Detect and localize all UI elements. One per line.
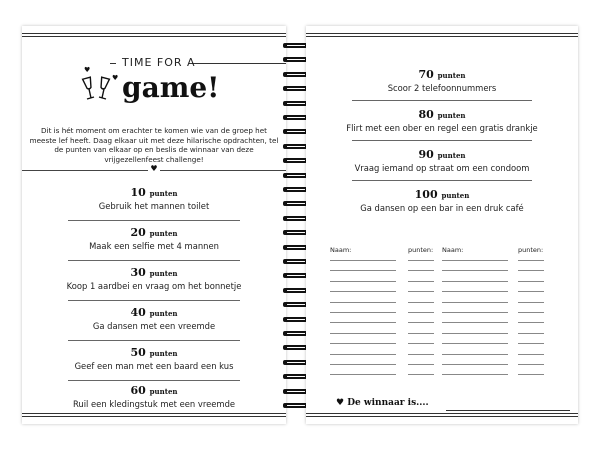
task-unit: punten: [437, 71, 466, 80]
task-unit: punten: [149, 269, 178, 278]
task-text: Vraag iemand op straat om een condoom: [354, 163, 530, 173]
score-entry-line[interactable]: [518, 302, 544, 303]
heart-divider: [22, 166, 286, 176]
score-entry-line[interactable]: [408, 374, 434, 375]
score-entry-line[interactable]: [518, 333, 544, 334]
task-unit: punten: [149, 189, 178, 198]
task-60: [22, 384, 286, 409]
intro-text: Dit is hét moment om erachter te komen wie van de groep het meeste lef heeft. Daag elkaar uit met deze hilarische opdrachten, tel de punten van elkaar op en beslis de winnaar van deze vrijgezellenfeest challenge!: [29, 126, 279, 164]
score-entry-line[interactable]: [442, 281, 508, 282]
score-entry-line[interactable]: [442, 333, 508, 334]
header-line-right: [192, 63, 286, 64]
heart-icon: ♥: [84, 66, 91, 74]
task-points: 80: [418, 108, 434, 121]
score-entry-line[interactable]: [442, 312, 508, 313]
task-text: Geef een man met een baard een kus: [74, 361, 234, 371]
task-70: [306, 68, 578, 93]
task-points: 20: [130, 226, 146, 239]
winner-line[interactable]: [446, 410, 570, 411]
header-time-for: TIME FOR A: [122, 56, 196, 69]
score-entry-line[interactable]: [442, 270, 508, 271]
task-points: 30: [130, 266, 146, 279]
task-10: [22, 186, 286, 211]
score-entry-line[interactable]: [330, 333, 396, 334]
score-entry-line[interactable]: [408, 333, 434, 334]
score-entry-line[interactable]: [442, 260, 508, 261]
score-entry-line[interactable]: [518, 354, 544, 355]
score-entry-line[interactable]: [442, 354, 508, 355]
score-entry-line[interactable]: [442, 291, 508, 292]
task-unit: punten: [437, 151, 466, 160]
heart-icon: ♥: [112, 74, 119, 82]
task-text: Gebruik het mannen toilet: [98, 201, 210, 211]
score-entry-line[interactable]: [408, 354, 434, 355]
task-text: Scoor 2 telefoonnummers: [387, 83, 497, 93]
bottom-border-line-inner: [22, 416, 286, 417]
score-entry-line[interactable]: [408, 291, 434, 292]
top-border-line: [22, 33, 286, 34]
bottom-border-line: [306, 413, 578, 414]
champagne-glasses-icon: [80, 74, 114, 104]
heart-icon: ♥: [148, 164, 160, 173]
task-text: Maak een selfie met 4 mannen: [89, 241, 219, 251]
task-20: [22, 226, 286, 251]
score-entry-line[interactable]: [442, 302, 508, 303]
score-entry-line[interactable]: [518, 270, 544, 271]
task-text: Ga dansen met een vreemde: [92, 321, 216, 331]
score-entry-line[interactable]: [330, 364, 396, 365]
score-table: [330, 246, 568, 376]
task-unit: punten: [437, 111, 466, 120]
score-entry-line[interactable]: [408, 312, 434, 313]
task-text: Ruil een kledingstuk met een vreemde: [72, 399, 236, 409]
score-entry-line[interactable]: [518, 312, 544, 313]
score-header-naam: Naam:: [330, 246, 352, 254]
bottom-border-line-inner: [306, 416, 578, 417]
task-points: 100: [414, 188, 438, 201]
score-entry-line[interactable]: [330, 281, 396, 282]
score-entry-line[interactable]: [330, 312, 396, 313]
score-entry-line[interactable]: [330, 374, 396, 375]
score-entry-line[interactable]: [442, 322, 508, 323]
score-entry-line[interactable]: [442, 364, 508, 365]
task-80: [306, 108, 578, 133]
score-entry-line[interactable]: [518, 281, 544, 282]
task-unit: punten: [149, 349, 178, 358]
task-unit: punten: [149, 387, 178, 396]
top-border-line-inner: [306, 36, 578, 37]
score-header-punten: punten:: [408, 246, 434, 254]
score-entry-line[interactable]: [408, 322, 434, 323]
task-unit: punten: [149, 309, 178, 318]
task-unit: punten: [441, 191, 470, 200]
score-entry-line[interactable]: [442, 343, 508, 344]
score-entry-line[interactable]: [518, 291, 544, 292]
winner-label: ♥ De winnaar is....: [336, 398, 429, 408]
task-text: Koop 1 aardbei en vraag om het bonnetje: [66, 281, 242, 291]
left-page: [22, 26, 286, 424]
score-entry-line[interactable]: [408, 260, 434, 261]
score-header-punten: punten:: [518, 246, 544, 254]
score-entry-line[interactable]: [518, 260, 544, 261]
score-entry-line[interactable]: [330, 260, 396, 261]
game-header: [22, 44, 286, 124]
score-entry-line[interactable]: [408, 364, 434, 365]
task-90: [306, 148, 578, 173]
score-entry-line[interactable]: [408, 343, 434, 344]
task-text: Flirt met een ober en regel een gratis drankje: [346, 123, 538, 133]
bottom-border-line: [22, 413, 286, 414]
score-entry-line[interactable]: [330, 354, 396, 355]
score-entry-line[interactable]: [330, 343, 396, 344]
task-points: 10: [130, 186, 146, 199]
header-game-title: game!: [122, 71, 220, 104]
score-entry-line[interactable]: [518, 364, 544, 365]
task-points: 70: [418, 68, 434, 81]
task-30: [22, 266, 286, 291]
score-entry-line[interactable]: [330, 302, 396, 303]
task-points: 90: [418, 148, 434, 161]
score-entry-line[interactable]: [408, 270, 434, 271]
task-points: 50: [130, 346, 146, 359]
score-entry-line[interactable]: [408, 302, 434, 303]
task-50: [22, 346, 286, 371]
score-header-naam: Naam:: [442, 246, 464, 254]
score-entry-line[interactable]: [518, 322, 544, 323]
score-entry-line[interactable]: [518, 374, 544, 375]
task-100: [306, 188, 578, 213]
score-entry-line[interactable]: [518, 343, 544, 344]
top-border-line: [306, 33, 578, 34]
task-points: 60: [130, 384, 146, 397]
score-entry-line[interactable]: [330, 270, 396, 271]
right-page: [306, 26, 578, 424]
score-entry-line[interactable]: [442, 374, 508, 375]
header-line-left: [110, 63, 116, 64]
task-text: Ga dansen op een bar in een druk café: [360, 203, 524, 213]
score-entry-line[interactable]: [330, 322, 396, 323]
score-entry-line[interactable]: [330, 291, 396, 292]
top-border-line-inner: [22, 36, 286, 37]
task-points: 40: [130, 306, 146, 319]
task-40: [22, 306, 286, 331]
task-unit: punten: [149, 229, 178, 238]
score-entry-line[interactable]: [408, 281, 434, 282]
